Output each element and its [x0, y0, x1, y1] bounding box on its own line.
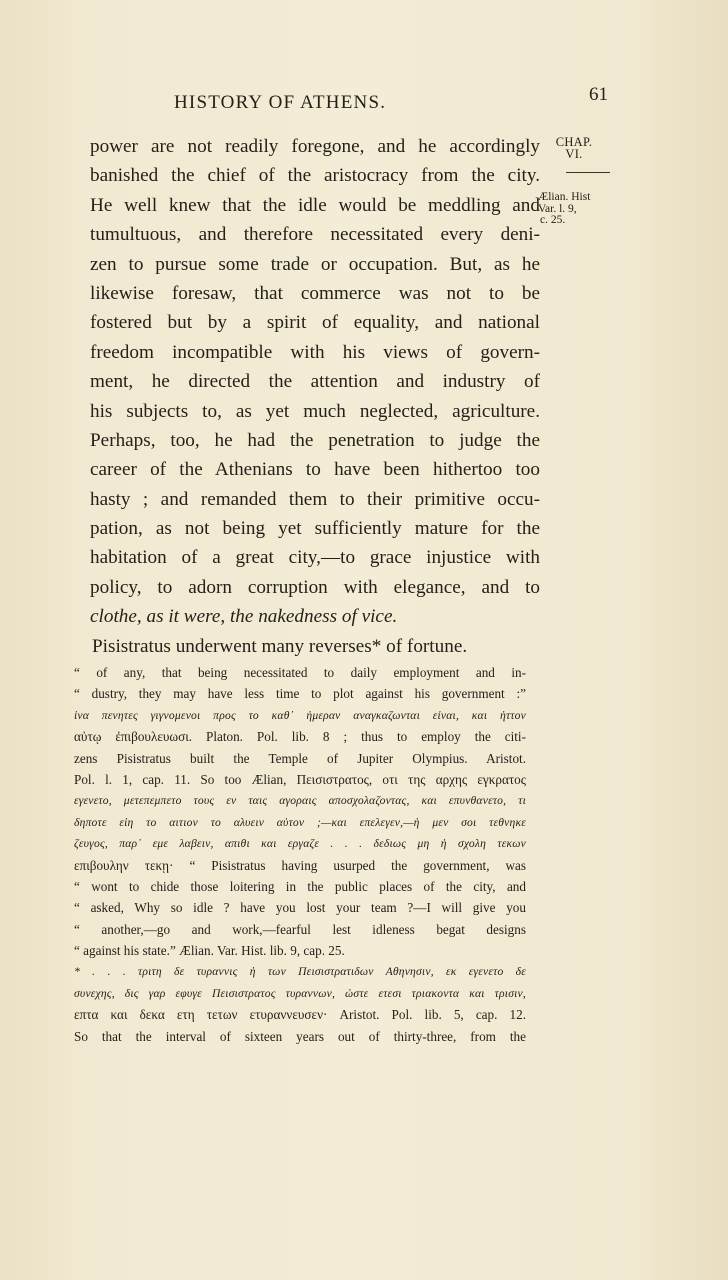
- chapter-rule: [566, 172, 610, 173]
- body-line: tumultuous, and therefore necessitated every deni-: [90, 224, 540, 246]
- chapter-number: VI.: [565, 147, 583, 161]
- main-text: [90, 132, 540, 661]
- footnote-line: αὐτῳ ἐπιβουλευωσι. Platon. Pol. lib. 8 ; thus to employ the citi-: [74, 729, 526, 745]
- body-line: pation, as not being yet sufficiently mature for the: [90, 518, 540, 540]
- source-marginal-note: [538, 192, 610, 227]
- body-line: Pisistratus underwent many reverses* of fortune.: [92, 635, 468, 657]
- footnote-greek-line: ἱνα πενητες γιγνομενοι προς το καθ᾽ ἡμεραν αναγκαζωνται εἰναι, και ἡττον: [74, 708, 526, 722]
- page-number: 61: [589, 84, 608, 105]
- footnote-line: “ dustry, they may have less time to plot against his government :”: [74, 686, 526, 702]
- body-line: likewise foresaw, that commerce was not to be: [90, 282, 540, 304]
- body-line: zen to pursue some trade or occupation. But, as he: [90, 253, 540, 275]
- body-line: policy, to adorn corruption with elegance, and to: [90, 576, 540, 598]
- body-line: fostered but by a spirit of equality, and national: [90, 312, 540, 334]
- body-line: freedom incompatible with his views of govern-: [90, 341, 540, 363]
- footnote-line: “ of any, that being necessitated to daily employment and in-: [74, 665, 526, 680]
- source-note-line-3: c. 25.: [540, 214, 566, 226]
- footnote-line: επτα και δεκα ετη τετων ετυραννευσεν· Aristot. Pol. lib. 5, cap. 12.: [74, 1007, 526, 1023]
- footnote-greek-line: συνεχης, δις γαρ εφυγε Πεισιστρατος τυραννων, ὡστε ετεσι τριακοντα και τρισιν,: [74, 986, 526, 1000]
- footnote-greek-line: * . . . τριτη δε τυραννις ἡ των Πεισιστρατιδων Αθηνησιν, εκ εγενετο δε: [74, 965, 526, 979]
- footnote-greek-line: δηποτε εἰη το αιτιον το αλυειν αὐτον ;—και επελεγεν,—ἡ μεν σοι τεθνηκε: [74, 815, 526, 829]
- body-line: Perhaps, too, he had the penetration to judge the: [90, 429, 540, 451]
- running-title: HISTORY OF ATHENS.: [174, 92, 387, 113]
- footnote-line: zens Pisistratus built the Temple of Jupiter Olympius. Aristot.: [74, 750, 526, 766]
- chapter-marginal-note: [548, 136, 600, 160]
- body-line: habitation of a great city,—to grace injustice with: [90, 547, 540, 569]
- footnote-greek-line: ζευγος, παρ᾽ εμε λαβειν, απιθι και εργαζε . . . δεδιως μη ἡ σχολη τεκων: [74, 837, 526, 851]
- body-line: banished the chief of the aristocracy from the city.: [90, 165, 540, 187]
- footnote-line: “ another,—go and work,—fearful lest idleness begat designs: [74, 921, 526, 937]
- body-line: He well knew that the idle would be meddling and: [90, 194, 540, 216]
- chapter-label: CHAP.: [555, 135, 593, 149]
- body-line: hasty ; and remanded them to their primitive occu-: [90, 488, 540, 510]
- source-note-line-1: Ælian. Hist: [538, 191, 591, 203]
- body-line-italic: clothe, as it were, the nakedness of vice.: [90, 606, 398, 628]
- footnotes: [74, 662, 526, 1047]
- body-line: career of the Athenians to have been hithertoo too: [90, 459, 540, 481]
- source-note-line-2: Var. l. 9,: [538, 202, 577, 215]
- body-line: ment, he directed the attention and industry of: [90, 371, 540, 393]
- footnote-line: επιβουλην τεκῃ· “ Pisistratus having usurped the government, was: [74, 857, 526, 873]
- body-line: power are not readily foregone, and he accordingly: [90, 136, 540, 157]
- body-line: his subjects to, as yet much neglected, agriculture.: [90, 400, 540, 422]
- footnote-greek-line: εγενετο, μετεπεμπετο τους εν ταις αγοραις αποσχολαζοντας, και επυνθανετο, τι: [74, 794, 526, 808]
- footnote-line: “ wont to chide those loitering in the public places of the city, and: [74, 878, 526, 894]
- footnote-line: So that the interval of sixteen years out of thirty-three, from the: [74, 1028, 526, 1044]
- footnote-line: “ against his state.” Ælian. Var. Hist. lib. 9, cap. 25.: [74, 943, 345, 959]
- footnote-line: “ asked, Why so idle ? have you lost your team ?—I will give you: [74, 900, 526, 916]
- footnote-line: Pol. l. 1, cap. 11. So too Ælian, Πεισιστρατος, οτι της αρχης εγκρατος: [74, 771, 526, 787]
